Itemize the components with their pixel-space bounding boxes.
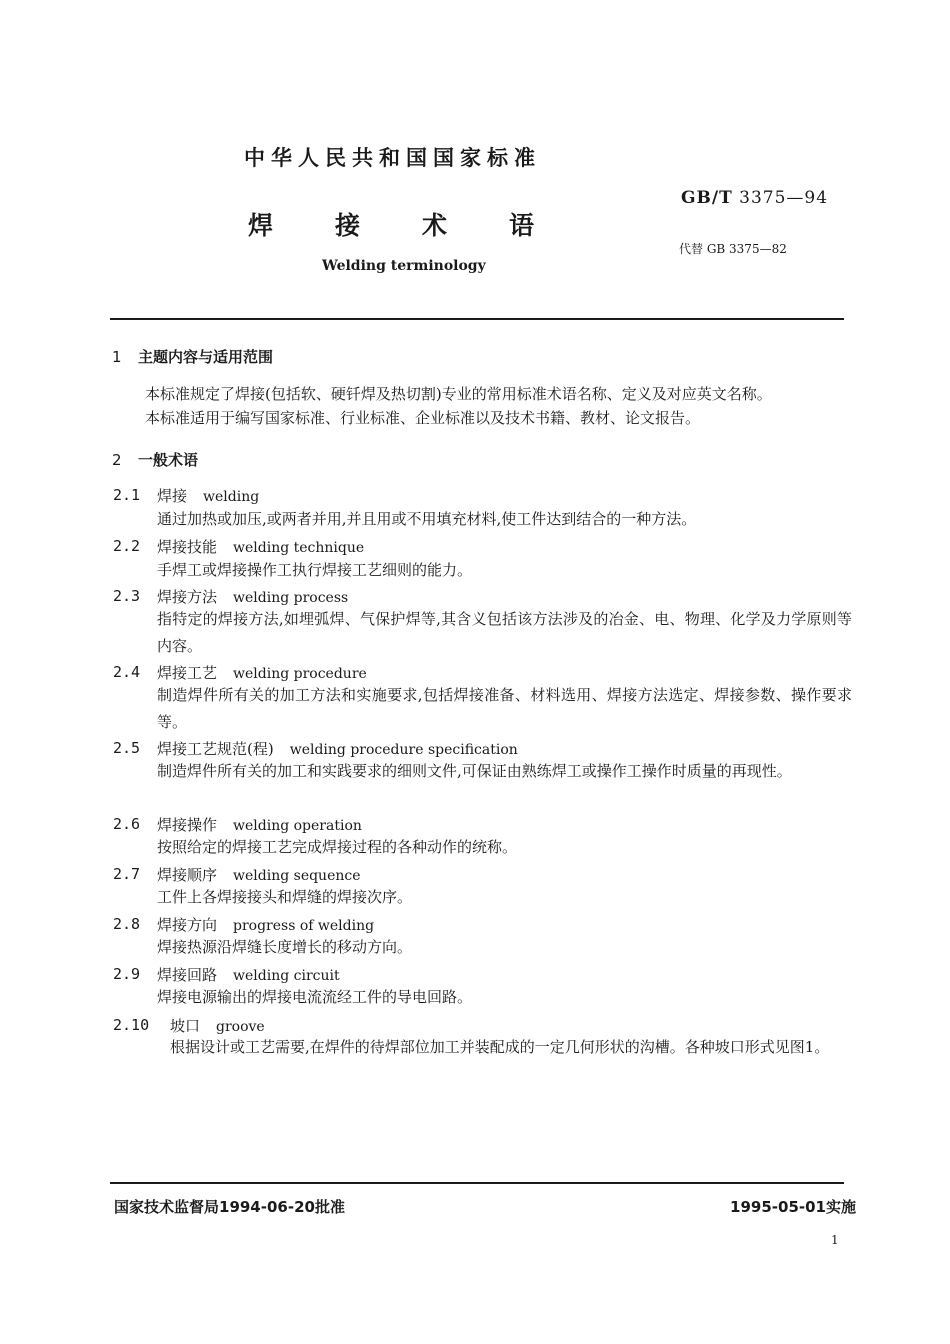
standard-number <box>681 188 828 208</box>
term-cn: 焊接工艺规范(程) <box>157 740 274 758</box>
document-title-en: Welding terminology <box>322 258 486 274</box>
term-cn: 焊接顺序 <box>157 866 218 884</box>
standard-prefix: GB/T <box>681 188 733 208</box>
term-en: groove <box>216 1019 265 1035</box>
term-definition: 工件上各焊接接头和焊缝的焊接次序。 <box>157 888 413 906</box>
term-en: welding circuit <box>233 968 340 984</box>
term-definition: 焊接电源输出的焊接电流流经工件的导电回路。 <box>157 988 473 1006</box>
term-en: welding procedure specification <box>289 742 518 758</box>
term-number: 2.1 <box>113 486 141 504</box>
term-number: 2.9 <box>113 965 141 983</box>
section-number: 2 <box>112 451 122 469</box>
term-heading <box>157 485 259 506</box>
paragraph: 本标准规定了焊接(包括软、硬钎焊及热切割)专业的常用标准术语名称、定义及对应英文名称。 <box>145 385 772 403</box>
term-cn: 焊接技能 <box>157 538 218 556</box>
term-number: 2.6 <box>113 815 141 833</box>
paragraph: 本标准适用于编写国家标准、行业标准、企业标准以及技术书籍、教材、论文报告。 <box>145 409 701 427</box>
term-en: welding sequence <box>233 868 361 884</box>
footer-divider <box>110 1182 844 1184</box>
term-definition: 手焊工或焊接操作工执行焊接工艺细则的能力。 <box>157 561 473 579</box>
term-heading <box>157 914 374 935</box>
national-standard-heading: 中华人民共和国国家标准 <box>244 146 541 170</box>
replaces-note: 代替 GB 3375—82 <box>679 242 787 256</box>
section-2-heading <box>112 449 198 470</box>
section-title: 一般术语 <box>138 451 199 469</box>
term-en: welding technique <box>233 540 365 556</box>
term-definition: 通过加热或加压,或两者并用,并且用或不用填充材料,使工件达到结合的一种方法。 <box>157 510 697 528</box>
term-number: 2.5 <box>113 739 141 757</box>
page-number: 1 <box>831 1233 839 1247</box>
term-definition: 按照给定的焊接工艺完成焊接过程的各种动作的统称。 <box>157 838 518 856</box>
section-number: 1 <box>112 348 122 366</box>
term-en: progress of welding <box>233 918 375 934</box>
term-heading <box>170 1015 265 1036</box>
term-cn: 焊接操作 <box>157 816 218 834</box>
term-cn: 焊接工艺 <box>157 664 218 682</box>
term-definition: 制造焊件所有关的加工方法和实施要求,包括焊接准备、材料选用、焊接方法选定、焊接参数、操作要求等。 <box>157 686 852 731</box>
section-1-heading <box>112 346 273 367</box>
term-en: welding <box>203 489 260 505</box>
term-en: welding operation <box>233 818 362 834</box>
term-heading <box>157 864 361 885</box>
document-title-cn: 焊接术语 <box>248 211 597 240</box>
term-number: 2.7 <box>113 865 141 883</box>
term-heading <box>157 586 348 607</box>
term-en: welding process <box>233 590 349 606</box>
header-divider <box>110 318 844 320</box>
section-title: 主题内容与适用范围 <box>138 348 274 366</box>
term-cn: 焊接方法 <box>157 588 218 606</box>
term-heading <box>157 964 340 985</box>
term-definition: 焊接热源沿焊缝长度增长的移动方向。 <box>157 938 413 956</box>
approval-date: 国家技术监督局1994-06-20批准 <box>114 1198 345 1216</box>
term-cn: 焊接方向 <box>157 916 218 934</box>
term-cn: 焊接 <box>157 487 188 505</box>
term-number: 2.4 <box>113 663 141 681</box>
term-number: 2.10 <box>113 1016 150 1034</box>
term-number: 2.2 <box>113 537 141 555</box>
implementation-date: 1995-05-01实施 <box>730 1198 856 1216</box>
term-cn: 坡口 <box>170 1017 201 1035</box>
standard-code: 3375—94 <box>739 188 829 208</box>
term-heading <box>157 738 518 759</box>
term-heading <box>157 662 367 683</box>
term-en: welding procedure <box>233 666 367 682</box>
term-definition: 指特定的焊接方法,如埋弧焊、气保护焊等,其含义包括该方法涉及的冶金、电、物理、化学及力学原则等内容。 <box>157 610 852 655</box>
term-number: 2.8 <box>113 915 141 933</box>
term-cn: 焊接回路 <box>157 966 218 984</box>
term-heading <box>157 536 364 557</box>
term-heading <box>157 814 362 835</box>
term-definition: 根据设计或工艺需要,在焊件的待焊部位加工并装配成的一定几何形状的沟槽。各种坡口形式见图1。 <box>170 1038 830 1056</box>
term-definition: 制造焊件所有关的加工和实践要求的细则文件,可保证由熟练焊工或操作工操作时质量的再现性。 <box>157 762 792 780</box>
term-number: 2.3 <box>113 587 141 605</box>
